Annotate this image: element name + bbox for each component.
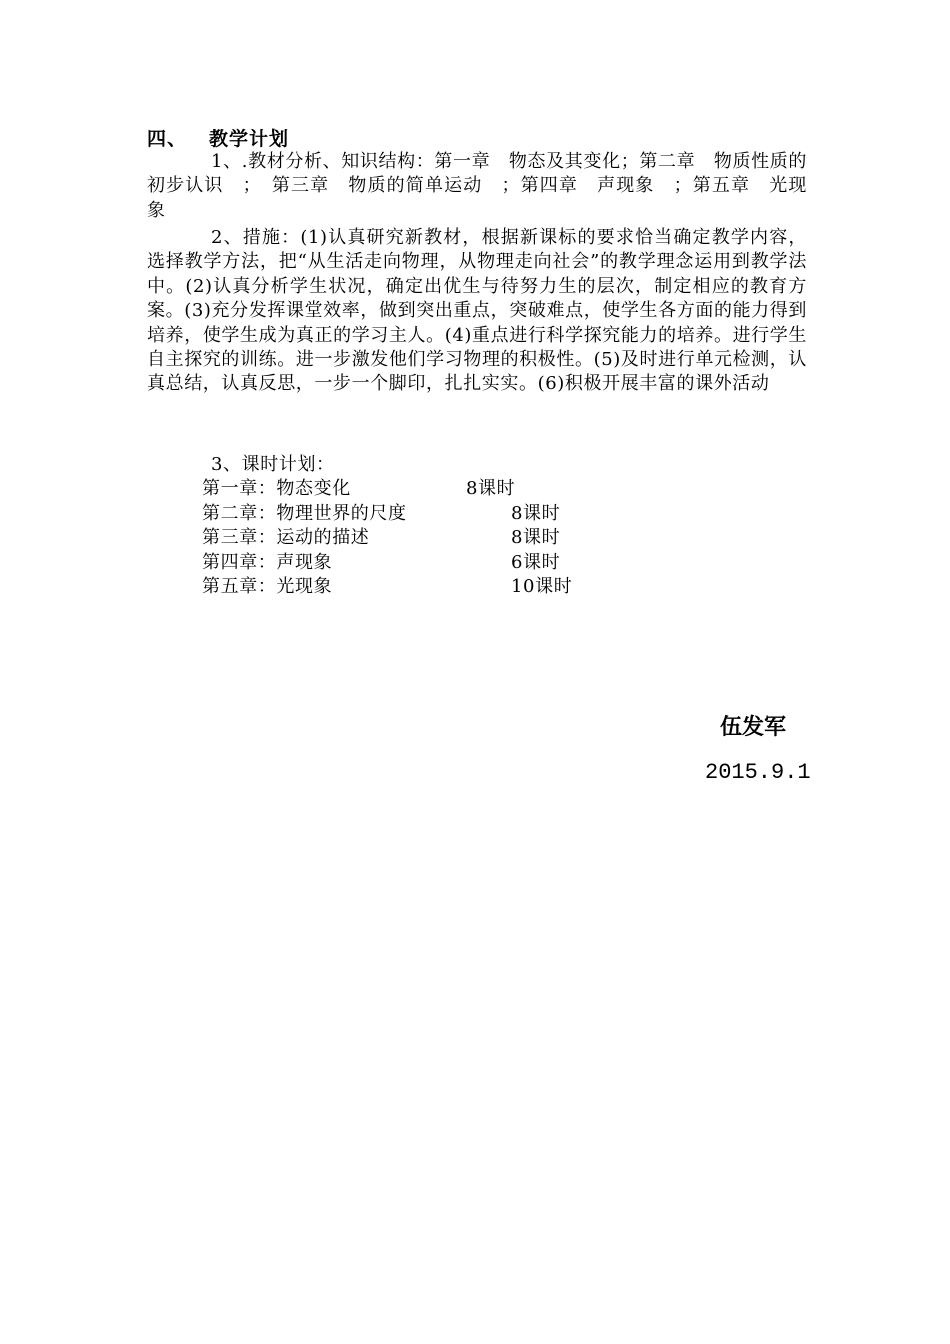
plan-chapter: 第二章：物理世界的尺度 [202,503,407,524]
plan-row [202,523,561,548]
section-number: 四、 [147,128,188,150]
paragraph-textbook-analysis [147,150,807,223]
class-hour-plan-title: 3、课时计划： [211,454,335,475]
paragraph-2-text: 2、措施：(1)认真研究新教材，根据新课标的要求恰当确定教学内容，选择教学方法，把“从生活走向物理，从物理走向社会”的教学理念运用到教学法中。(2)认真分析学生状况，确定出优生与待努力生的层次，制定相应的教育方案。(3)充分发挥课堂效率，做到突出重点，突破难点，使学生各方面的能力得到培养，使学生成为真正的学习主人。(4)重点进行科学探究能力的培养。进行学生自主探究的训练。进一步激发他们学习物理的积极性。(5)及时进行单元检测，认真总结，认真反思，一步一个脚印，扎扎实实。(6)积极开展丰富的课外活动 [147,227,807,395]
section-title: 教学计划 [209,128,290,150]
plan-hours: 8课时 [511,527,561,548]
plan-row [202,499,561,524]
paragraph-1-text: 1、.教材分析、知识结构：第一章 物态及其变化；第二章 物质性质的初步认识 ； 第三章 物质的简单运动 ；第四章 声现象 ；第五章 光现象 [147,151,807,221]
plan-hours: 6课时 [511,552,561,573]
signature-date: 2015.9.1 [705,760,811,785]
section-heading [147,124,289,151]
plan-chapter: 第五章：光现象 [202,576,333,597]
plan-row [202,474,516,499]
plan-hours: 10课时 [511,576,573,597]
plan-hours: 8课时 [466,478,516,499]
plan-chapter: 第一章：物态变化 [202,478,351,499]
plan-chapter: 第四章：声现象 [202,552,333,573]
plan-row [202,548,561,573]
plan-chapter: 第三章：运动的描述 [202,527,370,548]
signature-name: 伍发军 [720,715,787,740]
paragraph-measures [147,226,807,397]
plan-row [202,572,573,597]
plan-hours: 8课时 [511,503,561,524]
